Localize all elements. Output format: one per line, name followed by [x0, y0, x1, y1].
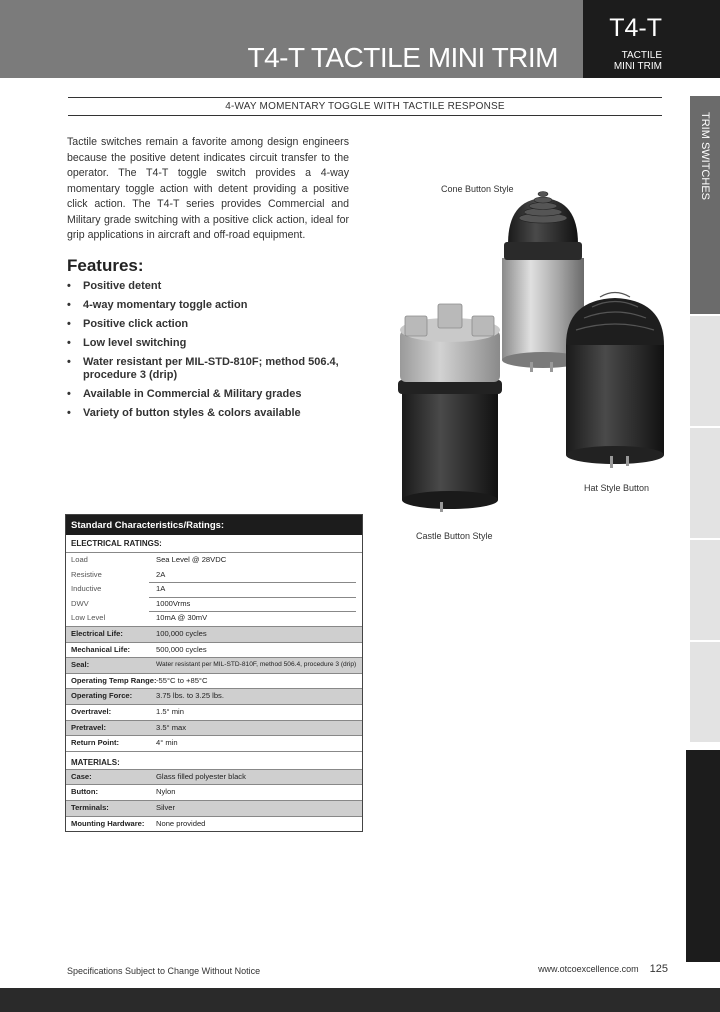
- castle-button-switch: [398, 304, 502, 512]
- table-row: Overtravel: 1.5° min: [66, 704, 362, 720]
- features-heading: Features:: [67, 256, 144, 275]
- caption-castle: Castle Button Style: [416, 531, 493, 541]
- table-row: Button: Nylon: [66, 784, 362, 800]
- footer-url: www.otcoexcellence.com: [538, 964, 639, 974]
- side-tab: [690, 428, 720, 538]
- side-tab: [690, 540, 720, 640]
- feature-item: • Available in Commercial & Military grades: [67, 388, 302, 400]
- table-title: Standard Characteristics/Ratings:: [66, 515, 362, 535]
- header-code-box: [583, 0, 720, 78]
- subheading: 4-WAY MOMENTARY TOGGLE WITH TACTILE RESPONSE: [225, 101, 505, 112]
- table-row: DWV 1000Vrms: [66, 597, 362, 612]
- electrical-heading: ELECTRICAL RATINGS:: [71, 539, 162, 548]
- table-row: Mounting Hardware: None provided: [66, 816, 362, 832]
- intro-paragraph: Tactile switches remain a favorite among design engineers because the positive detent indicates circuit transfer to the operator. The T4-T toggle switch provides a 4-way momentary toggle action with detent providing a positive click action. The T4-T series provides Commercial and Military grade switching with a positive click action, ideal for grip applications in aircraft and off-road equipment.: [67, 136, 349, 241]
- product-subtitle-line2: MINI TRIM: [613, 61, 662, 72]
- side-tab: [690, 316, 720, 426]
- table-row: Return Point: 4° min: [66, 735, 362, 751]
- table-row: Load Sea Level @ 28VDC: [66, 552, 362, 568]
- table-row: Low Level 10mA @ 30mV: [66, 611, 362, 626]
- table-row: Case: Glass filled polyester black: [66, 769, 362, 785]
- side-tab-label: TRIM SWITCHES: [699, 112, 711, 200]
- table-row: Operating Force: 3.75 lbs. to 3.25 lbs.: [66, 688, 362, 704]
- side-black-bar: [686, 750, 720, 962]
- materials-heading: MATERIALS:: [66, 751, 362, 769]
- table-row: Seal: Water resistant per MIL-STD-810F, method 506.4, procedure 3 (drip): [66, 657, 362, 673]
- caption-cone: Cone Button Style: [441, 184, 514, 194]
- bottom-bar: [0, 988, 720, 1012]
- table-row: Pretravel: 3.5° max: [66, 720, 362, 736]
- divider: [68, 115, 662, 116]
- product-photo: [390, 180, 680, 520]
- table-row: Electrical Life: 100,000 cycles: [66, 626, 362, 642]
- footer-right: [538, 963, 668, 975]
- page-number: 125: [649, 963, 668, 975]
- caption-hat: Hat Style Button: [584, 483, 650, 493]
- divider: [68, 97, 662, 98]
- product-subtitle-line1: TACTILE: [621, 50, 662, 61]
- table-row: Terminals: Silver: [66, 800, 362, 816]
- page-title: T4-T TACTILE MINI TRIM: [247, 42, 558, 73]
- table-row: Operating Temp Range: -55°C to +85°C: [66, 673, 362, 689]
- feature-item: • Positive click action: [67, 318, 189, 330]
- features-list: [67, 280, 367, 426]
- table-row: Inductive 1A: [66, 582, 362, 597]
- side-tab: [690, 642, 720, 742]
- feature-item: • Variety of button styles & colors available: [67, 407, 301, 419]
- characteristics-table: [65, 514, 363, 832]
- feature-item: • Water resistant per MIL-STD-810F; method 506.4, procedure 3 (drip): [67, 356, 339, 381]
- table-row: Mechanical Life: 500,000 cycles: [66, 642, 362, 658]
- feature-item: • Positive detent: [67, 280, 162, 292]
- product-code: T4-T: [609, 14, 662, 42]
- feature-item: • Low level switching: [67, 337, 187, 349]
- table-row: Resistive 2A: [71, 569, 166, 579]
- footer-notice: Specifications Subject to Change Without Notice: [67, 966, 261, 976]
- hat-button-switch: [566, 293, 664, 469]
- feature-item: • 4-way momentary toggle action: [67, 299, 248, 311]
